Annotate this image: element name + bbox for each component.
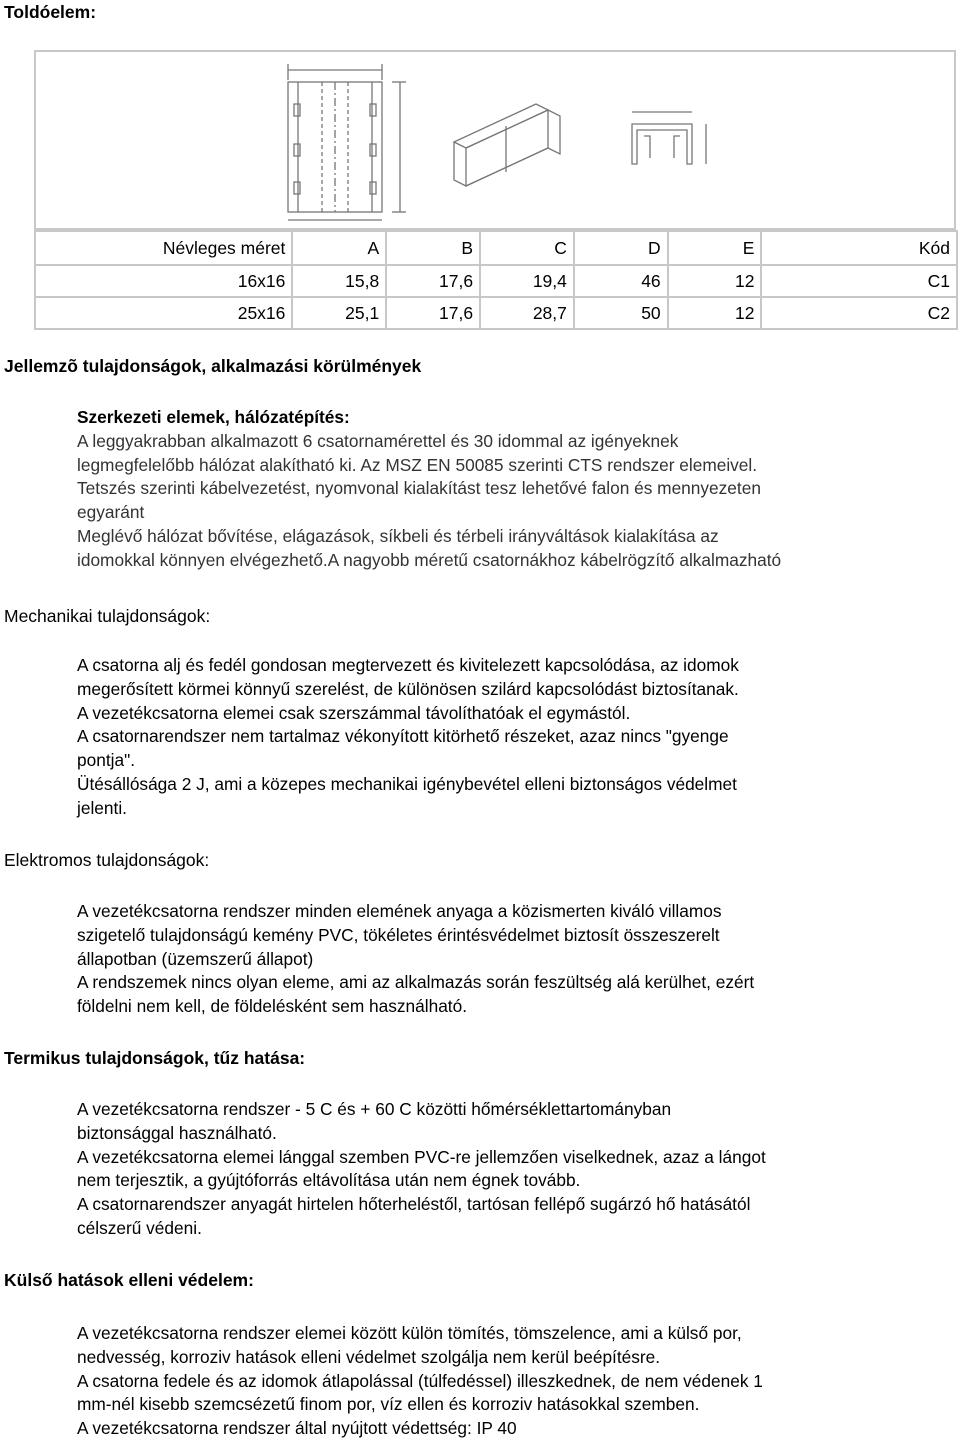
table-row [35,297,957,329]
table-cell: 12 [668,297,762,329]
header-cell: A [292,231,386,265]
header-cell: Kód [761,231,957,265]
table-cell: 17,6 [386,265,480,297]
text-line: jelenti. [77,797,127,818]
table-cell: 17,6 [386,297,480,329]
section-heading-kulso: Külső hatások elleni védelem: [4,1270,254,1290]
section-body-termikus [77,1098,950,1241]
text-line: nem terjesztik, a gyújtóforrás eltávolítása után nem égnek tovább. [77,1170,581,1191]
text-line: nedvesség, korroziv hatások elleni védelmet szolgálja nem kerül beépítésre. [77,1346,661,1367]
text-line: A rendszemek nincs olyan eleme, ami az alkalmazás során feszültség alá kerülhet, ezért [77,972,755,993]
text-line: A vezetékcsatorna elemei lánggal szemben PVC-re jellemzően viselkednek, azaz a lángot [77,1146,766,1167]
text-line: A csatorna fedele és az idomok átlapolással (túlfedéssel) illeszkednek, de nem védenek 1 [77,1370,763,1391]
section-heading-elektromos: Elektromos tulajdonságok: [4,850,210,870]
text-line: Ütésállósága 2 J, ami a közepes mechanikai igénybevétel elleni biztonságos védelmet [77,773,737,794]
dimensions-table [34,230,958,330]
header-cell: C [480,231,574,265]
text-line: A csatornarendszer anyagát hirtelen hőterheléstől, tartósan fellépő sugárzó hő hatásától [77,1194,751,1215]
section-heading-termikus: Termikus tulajdonságok, tűz hatása: [4,1048,306,1068]
page-title: Toldóelem: [4,2,97,22]
table-cell: 12 [668,265,762,297]
text-line: A vezetékcsatorna elemei csak szerszámmal távolíthatóak el egymástól. [77,702,631,723]
text-line: idomokkal könnyen elvégezhető.A nagyobb méretű csatornákhoz kábelrögzítő alkalmazható [77,549,782,570]
header-cell: Névleges méret [35,231,292,265]
coupler-drawing-icon [36,52,954,228]
text-line: földelni nem kell, de földelésként sem használható. [77,996,468,1017]
table-header-row [35,231,957,265]
text-line: állapotban (üzemszerű állapot) [77,948,314,969]
text-line: A vezetékcsatorna rendszer - 5 C és + 60 C közötti hőmérséklettartományban [77,1099,672,1119]
table-cell: 46 [574,265,668,297]
text-line: megerősített körmei könnyű szerelést, de különösen szilárd kapcsolódást biztosítanak. [77,678,739,699]
table-cell: C2 [761,297,957,329]
table-row [35,265,957,297]
section-body-jellemzo [77,406,950,573]
header-cell: D [574,231,668,265]
section-body-mechanikai [77,654,950,821]
text-line: Tetszés szerinti kábelvezetést, nyomvonal kialakítást tesz lehetővé falon és mennyezeten [77,478,761,499]
table-cell: 28,7 [480,297,574,329]
header-cell: E [668,231,762,265]
table-cell: 16x16 [35,265,292,297]
text-line: A vezetékcsatorna rendszer minden elemének anyaga a közismerten kiváló villamos [77,901,722,921]
text-line: egyaránt [77,502,145,523]
header-cell: B [386,231,480,265]
text-line: A csatorna alj és fedél gondosan megtervezett és kivitelezett kapcsolódása, az idomok [77,655,739,675]
text-line: pontja". [77,750,136,771]
text-line: A leggyakrabban alkalmazott 6 csatornamérettel és 30 idommal az igényeknek [77,430,679,451]
table-cell: 25,1 [292,297,386,329]
technical-drawing [34,50,956,230]
table-cell: C1 [761,265,957,297]
table-cell: 19,4 [480,265,574,297]
text-line: szigetelő tulajdonságú kemény PVC, tökéletes érintésvédelmet biztosít összeszerelt [77,924,720,945]
text-line: Meglévő hálózat bővítése, elágazások, síkbeli és térbeli irányváltások kialakítása az [77,525,719,546]
text-line: legmegfelelőbb hálózat alakítható ki. Az MSZ EN 50085 szerinti CTS rendszer elemeivel. [77,454,758,475]
text-line: célszerű védeni. [77,1217,202,1238]
subheading: Szerkezeti elemek, hálózatépítés: [77,407,350,427]
section-heading-jellemzo: Jellemzõ tulajdonságok, alkalmazási körülmények [4,356,422,376]
text-line: A csatornarendszer nem tartalmaz vékonyított kitörhető részeket, azaz nincs "gyenge [77,726,729,747]
table-cell: 15,8 [292,265,386,297]
text-line: A vezetékcsatorna rendszer által nyújtott védettség: IP 40 [77,1418,517,1439]
section-body-elektromos [77,900,950,1019]
table-cell: 25x16 [35,297,292,329]
text-line: mm-nél kisebb szemcsézetű finom por, víz ellen és korroziv hatásokkal szemben. [77,1394,700,1415]
section-body-kulso [77,1322,950,1441]
text-line: biztonsággal használható. [77,1122,277,1143]
text-line: A vezetékcsatorna rendszer elemei között külön tömítés, tömszelence, ami a külső por, [77,1323,742,1343]
section-heading-mechanikai: Mechanikai tulajdonságok: [4,606,211,626]
table-cell: 50 [574,297,668,329]
